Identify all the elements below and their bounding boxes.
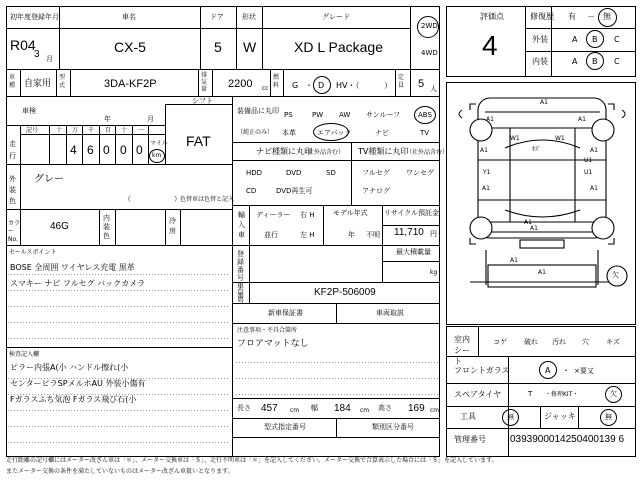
length-value: 457 bbox=[261, 403, 278, 414]
max-load-unit: kg bbox=[430, 269, 438, 276]
damage-mark: A1 bbox=[482, 185, 490, 192]
equip-navi: ナビ bbox=[375, 129, 389, 137]
height-unit: cm bbox=[430, 407, 440, 414]
navi-cd: CD bbox=[246, 187, 257, 195]
model-year-label: モデル年式 bbox=[333, 209, 368, 217]
navi-dvd-play: DVD再生可 bbox=[276, 187, 313, 195]
exterior-label: 外装 bbox=[532, 35, 548, 44]
new-warranty: 新車保証書 bbox=[268, 309, 303, 317]
inspector-line-1: ピラー内張A(小 ハンドル擦れ(小 bbox=[10, 363, 129, 372]
reg-number-label: 登録番号 bbox=[237, 250, 244, 282]
inspector-line-3: Fガラスふち気泡 Fガラス飛び石(小 bbox=[10, 395, 137, 404]
damage-mark: A1 bbox=[530, 225, 538, 232]
glass-mid: ・ bbox=[562, 366, 570, 375]
equip-aw: AW bbox=[339, 111, 351, 119]
seat-label: 室内シート bbox=[454, 335, 470, 366]
equip-airbag: エアバック bbox=[317, 129, 352, 137]
repair-yes: 有 bbox=[568, 12, 576, 21]
chassis-value: KF2P-506009 bbox=[314, 287, 376, 298]
footer-note-2: またメーター交換の条件を満たしていないものはメーター改ざん車扱いとなります。 bbox=[6, 468, 234, 475]
type-number-label: 型式指定番号 bbox=[264, 423, 306, 431]
tool-value: 無 bbox=[507, 413, 514, 421]
reg-month-value: 3 bbox=[34, 49, 40, 60]
damage-mark: A1 bbox=[510, 257, 518, 264]
seat-tear: 破れ bbox=[524, 338, 538, 346]
shift-label: シフト bbox=[192, 97, 213, 105]
height-value: 169 bbox=[408, 403, 425, 414]
import-dealer: ディーラー bbox=[256, 211, 291, 219]
paren-close: ） bbox=[174, 195, 181, 203]
owner-manual: 車両取説 bbox=[376, 309, 404, 317]
scale-10k: 万 bbox=[72, 127, 79, 134]
scale-1: 一 bbox=[138, 127, 145, 134]
seat-stain: 汚れ bbox=[552, 338, 566, 346]
inspector-title: 検査記入欄 bbox=[9, 351, 40, 358]
interior-label: 内装 bbox=[532, 57, 548, 66]
length-label: 長さ bbox=[237, 404, 251, 412]
cooler-label: 冷房 bbox=[169, 217, 176, 235]
equip-leather: 本革 bbox=[282, 129, 296, 137]
repair-label: 修復歴 bbox=[530, 12, 554, 21]
drive-2wd: 2WD bbox=[421, 22, 438, 30]
tool-label: 工具 bbox=[460, 412, 476, 421]
spare-label: スペアタイヤ bbox=[454, 390, 502, 399]
seat-hole: 穴 bbox=[582, 338, 589, 346]
recycle-yen: 円 bbox=[430, 230, 437, 238]
capacity-value: 5 bbox=[418, 78, 425, 90]
reg-year-label: 初年度登録年月 bbox=[10, 13, 59, 21]
car-name-value: CX-5 bbox=[114, 39, 146, 55]
damage-mark: ｷｽﾞ bbox=[532, 146, 542, 153]
damage-mark: U1 bbox=[584, 157, 593, 164]
displacement-label: 排気量 bbox=[201, 72, 208, 93]
scale-1k: 千 bbox=[88, 127, 95, 134]
repair-no: 無 bbox=[603, 12, 611, 21]
navi-sd: SD bbox=[326, 169, 336, 177]
max-load-label: 最大積載量 bbox=[396, 248, 431, 256]
doors-value: 5 bbox=[214, 39, 222, 55]
navi-sub: （社外品含む） bbox=[302, 149, 345, 156]
spare-none: 欠 bbox=[610, 390, 617, 398]
mileage-digit: 0 bbox=[103, 143, 110, 157]
inspector-line-2: センターピラSPメルホAU 外装小傷有 bbox=[10, 379, 146, 388]
color-no-label: カラーNo. bbox=[8, 220, 21, 243]
spare-t: T bbox=[528, 390, 533, 398]
interior-grade-b: B bbox=[592, 57, 598, 66]
use-value: 自家用 bbox=[24, 79, 52, 89]
width-value: 184 bbox=[334, 403, 351, 414]
mileage-digit: 4 bbox=[70, 143, 77, 157]
jack-value: 無 bbox=[605, 413, 612, 421]
interior-grade-c: C bbox=[614, 57, 620, 66]
paren-open: （ bbox=[124, 195, 131, 203]
damage-mark: A1 bbox=[540, 99, 548, 106]
spare-missing-mark: 欠 bbox=[612, 271, 619, 279]
notes-value: フロアマットなし bbox=[237, 339, 309, 349]
width-unit: cm bbox=[360, 407, 370, 414]
equip-abs: ABS bbox=[418, 111, 432, 119]
model-label: 型式 bbox=[59, 74, 66, 89]
fuel-g: G bbox=[292, 81, 299, 90]
shape-label: 形状 bbox=[242, 13, 256, 21]
mileage-digit: 0 bbox=[120, 143, 127, 157]
damage-mark: A1 bbox=[480, 147, 488, 154]
scale-100: 百 bbox=[105, 127, 112, 134]
height-label: 高さ bbox=[378, 404, 392, 412]
glass-a: A bbox=[545, 366, 551, 375]
damage-mark: A1 bbox=[486, 116, 494, 123]
mgmt-label: 管理番号 bbox=[454, 435, 486, 444]
scale-10: 十 bbox=[121, 127, 128, 134]
damage-mark: U1 bbox=[584, 169, 593, 176]
grade-label: グレード bbox=[322, 13, 350, 21]
drive-4wd: 4WD bbox=[421, 49, 438, 57]
tv-oneseg: ワンセグ bbox=[406, 169, 434, 177]
model-value: 3DA-KF2P bbox=[104, 78, 157, 90]
damage-mark: A1 bbox=[524, 219, 532, 226]
seat-scratch: キズ bbox=[606, 338, 620, 346]
seat-burn: コゲ bbox=[493, 338, 507, 346]
glass-x: ×要又 bbox=[574, 367, 594, 375]
inspection-label: 車検 bbox=[22, 107, 36, 115]
navi-hdd: HDD bbox=[246, 169, 263, 177]
sales-line-1: BOSE 全周囲 ワイヤレス充電 黒革 bbox=[10, 263, 135, 272]
tv-title: TV種類に丸印 bbox=[358, 147, 409, 156]
mile-unit: マイル bbox=[150, 140, 168, 147]
fuel-separator: ・ bbox=[305, 81, 313, 90]
reg-year-value: R04 bbox=[10, 37, 36, 53]
color-no-value: 46G bbox=[50, 221, 69, 232]
fuel-d: D bbox=[318, 81, 325, 90]
spare-repair: ・修理KIT・ bbox=[545, 391, 579, 398]
score-label: 評価点 bbox=[480, 12, 504, 21]
equip-tv: TV bbox=[420, 129, 430, 137]
recycle-label: リサイクル預託金 bbox=[384, 209, 440, 217]
score-value: 4 bbox=[482, 30, 498, 61]
displacement-value: 2200 bbox=[228, 78, 253, 90]
equip-ps: PS bbox=[284, 111, 293, 119]
ext-color-label: 外装色 bbox=[9, 175, 16, 205]
jack-label: ジャッキ bbox=[544, 412, 576, 421]
damage-mark: A1 bbox=[578, 116, 586, 123]
fuel-hv: HV・（ bbox=[336, 81, 360, 90]
sales-line-2: スマキー ナビ フルセグ バックカメラ bbox=[10, 279, 146, 288]
capacity-label: 定員 bbox=[398, 74, 405, 89]
cc-unit: cc bbox=[262, 85, 269, 92]
exterior-grade-b: B bbox=[592, 35, 598, 44]
tv-analog: アナログ bbox=[362, 187, 390, 195]
mileage-digit: 0 bbox=[136, 143, 143, 157]
tv-sub: （社外品含む） bbox=[406, 149, 449, 156]
notes-label: 注意事項・不具合箇所 bbox=[237, 327, 298, 334]
glass-label: フロントガラス bbox=[454, 366, 510, 375]
ext-color-value: グレー bbox=[34, 174, 64, 185]
fuel-label: 燃料 bbox=[273, 74, 280, 89]
import-label: 輸入車 bbox=[238, 211, 245, 239]
fuel-close: ） bbox=[384, 81, 392, 90]
length-unit: cm bbox=[290, 407, 300, 414]
navi-title: ナビ種類に丸印 bbox=[256, 147, 312, 156]
equipment-sub: （純正のみ） bbox=[237, 129, 274, 136]
equip-sunroof: サンルーフ bbox=[366, 111, 401, 119]
model-year-unknown: 不明 bbox=[366, 231, 380, 239]
model-year-unit: 年 bbox=[348, 231, 355, 239]
inspection-year: 年 bbox=[104, 115, 111, 123]
use-label: 車種 bbox=[9, 74, 16, 89]
capacity-unit: 人 bbox=[430, 85, 437, 93]
inspection-month: 月 bbox=[147, 115, 154, 123]
import-right: 右 H bbox=[300, 211, 315, 219]
scale-100k: 十 bbox=[56, 127, 63, 134]
footer-note-1: 走行距離の記号欄にはメーター改ざん車は「＊」、メーター交換車は「＄」、走行不明車は「＊」を記入してください。メーター交換で合算表示した場合には「＄」を記入しています。 bbox=[6, 457, 498, 464]
shape-value: W bbox=[243, 39, 257, 55]
damage-mark: W1 bbox=[510, 135, 520, 142]
import-left: 左 H bbox=[300, 231, 315, 239]
repair-dash: － bbox=[587, 12, 595, 21]
navi-dvd: DVD bbox=[286, 169, 302, 177]
recycle-value: 11,710 bbox=[394, 227, 424, 238]
scale-symbol: 記号 bbox=[26, 127, 39, 134]
chassis-label: 車台番号 bbox=[237, 282, 244, 305]
damage-mark: A1 bbox=[590, 185, 598, 192]
car-name-label: 車名 bbox=[122, 13, 136, 21]
grade-value: XD L Package bbox=[294, 39, 383, 55]
interior-grade-a: A bbox=[572, 57, 578, 66]
doors-label: ドア bbox=[210, 13, 224, 21]
interior-color-label: 内装色 bbox=[103, 214, 110, 240]
equipment-label: 装備品に丸印 bbox=[237, 107, 279, 115]
tv-fullseg: フルセグ bbox=[362, 169, 390, 177]
damage-mark: Y1 bbox=[483, 169, 491, 176]
month-unit: 月 bbox=[46, 55, 53, 63]
sales-title: セールスポイント bbox=[9, 249, 57, 256]
equip-pw: PW bbox=[312, 111, 324, 119]
color-change-note: 色替車は色替と記入 bbox=[180, 196, 235, 203]
exterior-grade-c: C bbox=[614, 35, 620, 44]
mgmt-number: 0393900014250400139 6 bbox=[510, 434, 625, 445]
damage-mark: A1 bbox=[590, 147, 598, 154]
import-parallel: 並行 bbox=[264, 231, 278, 239]
km-unit: km bbox=[152, 152, 162, 159]
shift-value: FAT bbox=[186, 133, 211, 149]
damage-mark: A1 bbox=[538, 269, 546, 276]
damage-mark: W1 bbox=[555, 135, 565, 142]
mileage-digit: 6 bbox=[87, 143, 94, 157]
class-number-label: 類別区分番号 bbox=[372, 423, 414, 431]
width-label: 幅 bbox=[311, 404, 318, 412]
travel-label: 走行 bbox=[9, 140, 16, 160]
exterior-grade-a: A bbox=[572, 35, 578, 44]
